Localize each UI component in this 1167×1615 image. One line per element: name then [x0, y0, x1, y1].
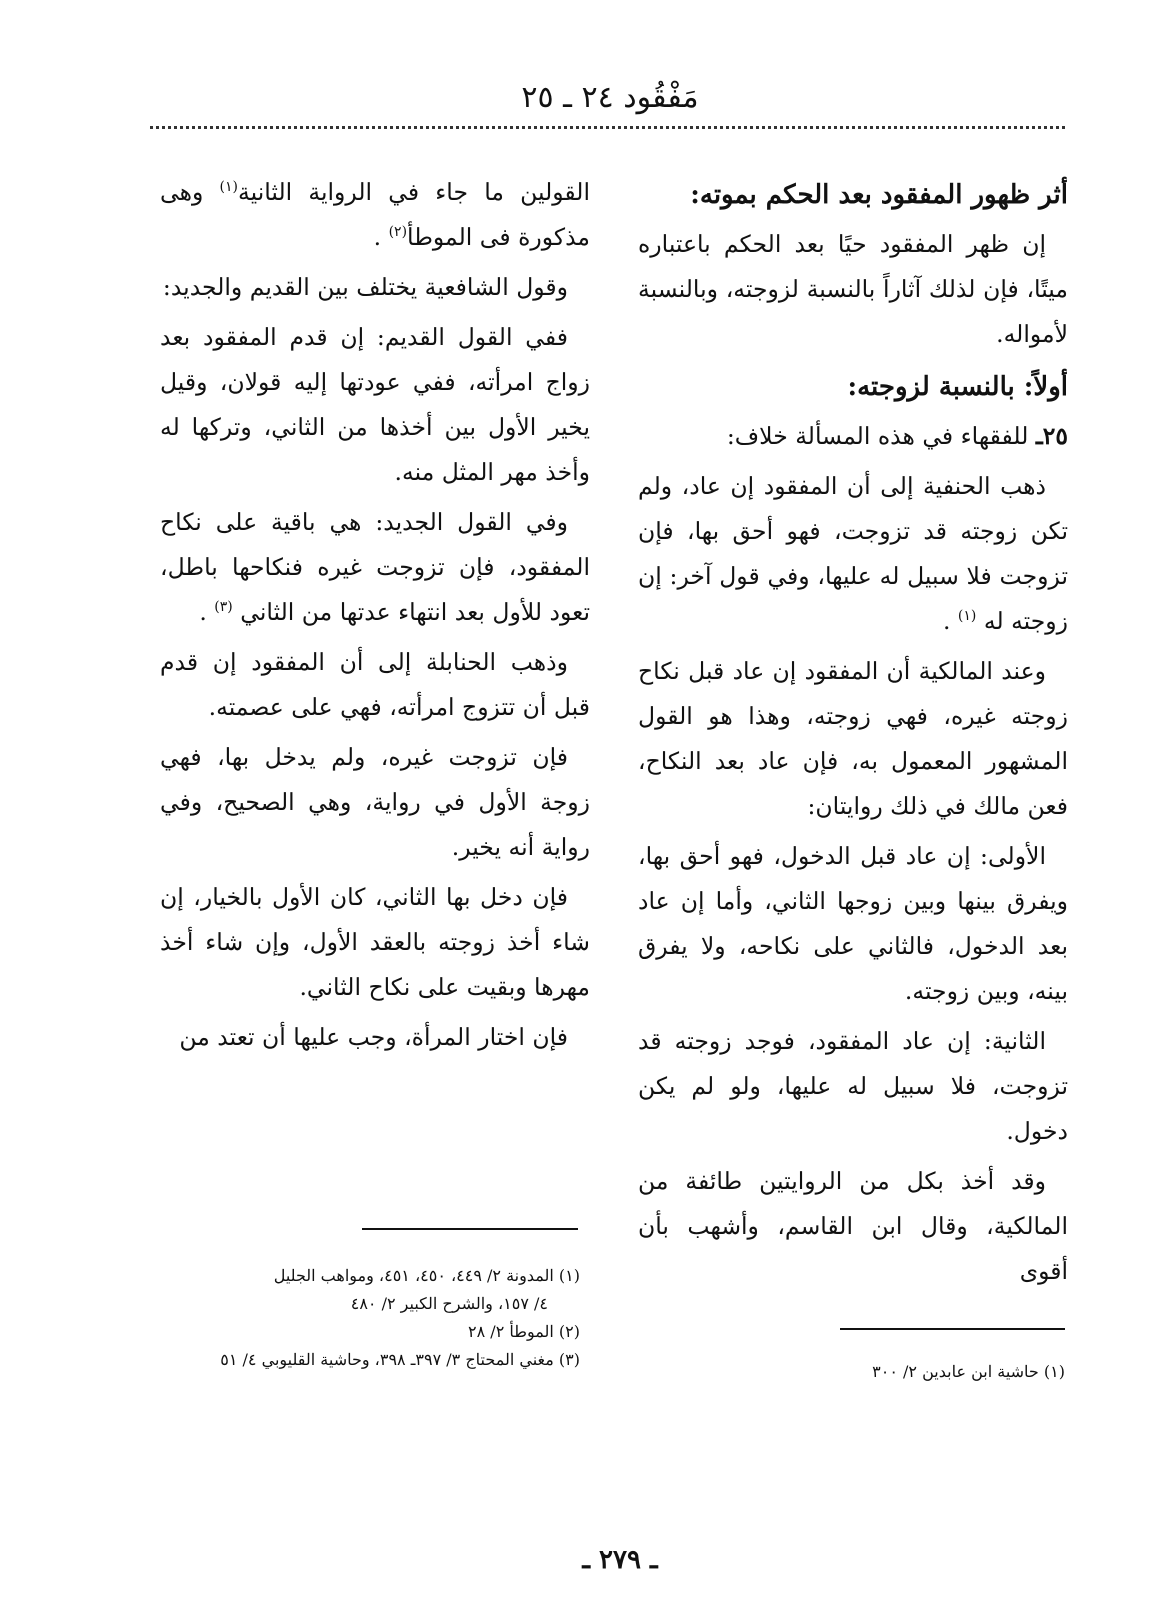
page-number: ـ ٢٧٩ ـ — [582, 1545, 658, 1575]
footnote-ref: (٢) — [388, 224, 408, 241]
subsection-heading: أولاً: بالنسبة لزوجته: — [847, 372, 1068, 402]
paragraph-text: وهى مذكورة فى الموطأ — [160, 178, 590, 251]
paragraph: فإن دخل بها الثاني، كان الأول بالخيار، إن شاء أخذ زوجته بالعقد الأول، وإن شاء أخذ مهرها وبقيت على نكاح الثاني. — [160, 883, 590, 1001]
paragraph: وفي القول الجديد: هي باقية على نكاح المفقود، فإن تزوجت غيره فنكاحها باطل، تعود للأول بعد انتهاء عدتها من الثاني $^{(٣)}$ . — [160, 508, 590, 626]
footnote: (١) حاشية ابن عابدين ٢/ ٣٠٠ — [872, 1362, 1065, 1381]
section-heading: أثر ظهور المفقود بعد الحكم بموته: — [690, 180, 1068, 210]
footnote-divider — [362, 1228, 578, 1230]
paragraph: وقد أخذ بكل من الروايتين طائفة من المالكية، وقال ابن القاسم، وأشهب بأن أقوى — [638, 1167, 1068, 1285]
paragraph-text: القولين ما جاء في الرواية الثانية — [238, 178, 590, 206]
footnote-ref: (١) — [957, 608, 977, 625]
paragraph-text: للفقهاء في هذه المسألة خلاف: — [726, 422, 1029, 450]
paragraph-text: ذهب الحنفية إلى أن المفقود إن عاد، ولم تكن زوجته قد تزوجت، فهو أحق بها، فإن تزوجت فلا سبيل له عليها، وفي قول آخر: إن زوجته له — [638, 472, 1068, 635]
footnote: (١) المدونة ٢/ ٤٤٩، ٤٥٠، ٤٥١، ومواهب الجليل — [273, 1266, 580, 1285]
numbered-paragraph — [638, 414, 1068, 459]
footnotes — [640, 1358, 1065, 1386]
footnote: (٣) مغني المحتاج ٣/ ٣٩٧ـ ٣٩٨، وحاشية القليوبي ٤/ ٥١ — [220, 1350, 580, 1369]
paragraph-text: وفي القول الجديد: هي باقية على نكاح المفقود، فإن تزوجت غيره فنكاحها باطل، تعود للأول بعد انتهاء عدتها من الثاني — [160, 508, 590, 626]
paragraph: إن ظهر المفقود حيًا بعد الحكم باعتباره ميتًا، فإن لذلك آثاراً بالنسبة لزوجته، وبالنسبة لأمواله. — [638, 230, 1068, 348]
footnote: ٤/ ١٥٧، والشرح الكبير ٢/ ٤٨٠ — [350, 1294, 548, 1313]
page-title: مَفْقُود ٢٤ ـ ٢٥ — [521, 80, 699, 115]
paragraph: فإن اختار المرأة، وجب عليها أن تعتد من — [179, 1023, 568, 1051]
paragraph: فإن تزوجت غيره، ولم يدخل بها، فهي زوجة الأول في رواية، وهي الصحيح، وفي رواية أنه يخير. — [160, 743, 590, 861]
right-column — [638, 170, 1068, 1350]
paragraph: ففي القول القديم: إن قدم المفقود بعد زواج امرأته، ففي عودتها إليه قولان، وقيل يخير الأول بين أخذها من الثاني، وتركها له وأخذ مهر المثل منه. — [160, 323, 590, 486]
paragraph: وقول الشافعية يختلف بين القديم والجديد: — [162, 273, 568, 301]
footnote-ref: (١) — [219, 179, 238, 196]
footnote-divider — [840, 1328, 1065, 1330]
footnotes — [160, 1262, 580, 1374]
left-column — [160, 170, 590, 1350]
footnote-ref: (٣) — [214, 599, 233, 616]
paragraph: وعند المالكية أن المفقود إن عاد قبل نكاح زوجته غيره، فهي زوجته، وهذا هو القول المشهور المعمول به، فإن عاد بعد النكاح، فعن مالك في ذلك روايتان: — [638, 657, 1068, 820]
paragraph-number: ٢٥ـ — [1035, 422, 1068, 450]
footnote: (٢) الموطأ ٢/ ٢٨ — [468, 1322, 580, 1341]
header-divider — [150, 126, 1065, 129]
paragraph: الأولى: إن عاد قبل الدخول، فهو أحق بها، ويفرق بينها وبين زوجها الثاني، وأما إن عاد بعد الدخول، فالثاني على نكاحه، ولا يفرق بينه، وبين زوجته. — [638, 842, 1068, 1005]
paragraph: وذهب الحنابلة إلى أن المفقود إن قدم قبل أن تتزوج امرأته، فهي على عصمته. — [160, 648, 590, 721]
paragraph: ذهب الحنفية إلى أن المفقود إن عاد، ولم تكن زوجته قد تزوجت، فهو أحق بها، فإن تزوجت فلا سبيل له عليها، وفي قول آخر: إن زوجته له $^{(١)}$ . — [638, 472, 1068, 635]
page-header — [150, 70, 1070, 130]
paragraph: القولين ما جاء في الرواية الثانية$^{(١)}$ وهى مذكورة فى الموطأ$^{(٢)}$ . — [160, 178, 590, 251]
paragraph: الثانية: إن عاد المفقود، فوجد زوجته قد تزوجت، فلا سبيل له عليها، ولو لم يكن دخول. — [638, 1027, 1068, 1145]
